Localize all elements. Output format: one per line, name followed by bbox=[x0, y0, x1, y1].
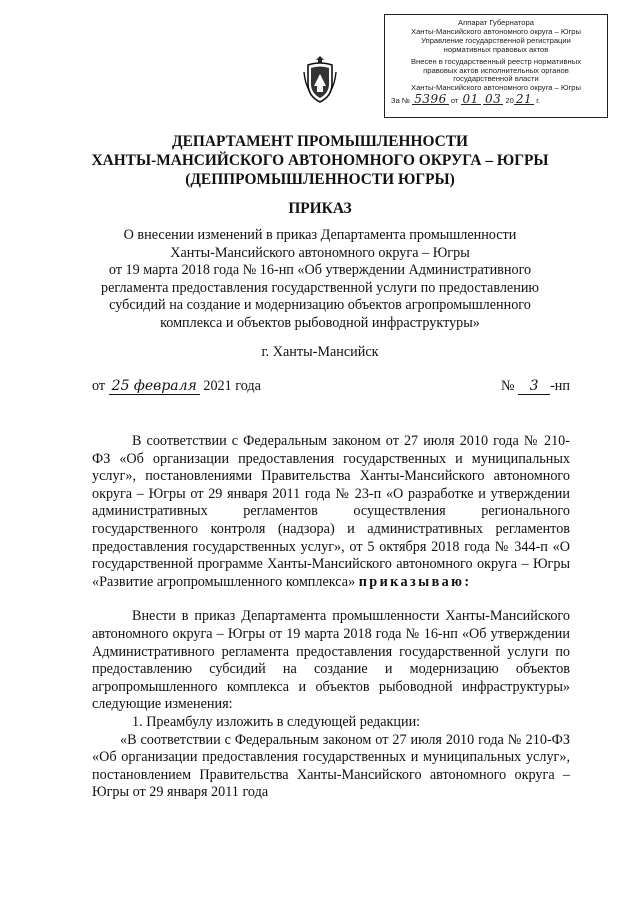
paragraph-preamble bbox=[92, 433, 570, 591]
subject-line: от 19 марта 2018 года № 16-нп «Об утверждении Административного bbox=[108, 262, 532, 279]
order-date bbox=[92, 378, 261, 395]
org-line-2: ХАНТЫ-МАНСИЙСКОГО АВТОНОМНОГО ОКРУГА – ЮГРЫ bbox=[91, 152, 549, 169]
stamp-reg-month: 03 bbox=[484, 92, 502, 107]
date-year: 2021 года bbox=[203, 378, 261, 394]
stamp-line: Внесен в государственный реестр нормативных bbox=[410, 56, 582, 66]
stamp-line: государственной власти bbox=[453, 74, 539, 84]
date-prefix: от bbox=[92, 378, 106, 394]
stamp-line: Ханты-Мансийского автономного округа – Югры bbox=[411, 83, 581, 93]
stamp-reg-sep: от bbox=[450, 96, 459, 106]
stamp-registration-line bbox=[391, 92, 601, 107]
stamp-line: правовых актов исполнительных органов bbox=[423, 65, 569, 75]
handwritten-date: 25 февраля bbox=[109, 379, 200, 395]
subject-line: Ханты-Мансийского автономного округа – Югры bbox=[170, 244, 470, 261]
city-name: г. Ханты-Мансийск bbox=[261, 344, 379, 360]
stamp-reg-prefix: За № bbox=[391, 96, 411, 106]
org-line-1: ДЕПАРТАМЕНТ ПРОМЫШЛЕННОСТИ bbox=[172, 133, 468, 150]
org-line-3: (ДЕППРОМЫШЛЕННОСТИ ЮГРЫ) bbox=[185, 171, 455, 188]
command-word: приказываю: bbox=[358, 573, 472, 590]
order-body bbox=[92, 433, 570, 802]
number-suffix: -нп bbox=[550, 378, 570, 394]
subject-line: регламента предоставления государственной услуги по предоставлению bbox=[100, 279, 540, 296]
preamble-text: В соответствии с Федеральным законом от 27 июля 2010 года № 210-ФЗ «Об организации предоставления государственных и муниципальных услуг», постановлениями Правительства Ханты-Мансийского автономного округа – Югры от 29 января 2011 года № 23-п «О разработке и утверждении административных регламентов осуществления регионального государственного контроля (надзора) и административных регламентов предоставления государственных услуг», от 5 октября 2018 года № 344-п «О государственной программе Ханты-Мансийского автономного округа – Югры «Развитие агропромышленного комплекса» bbox=[92, 433, 570, 590]
stamp-line: Ханты-Мансийского автономного округа – Югры bbox=[411, 26, 581, 36]
stamp-reg-suffix: г. bbox=[536, 96, 541, 106]
paragraph-amend: Внести в приказ Департамента промышленности Ханты-Мансийского автономного округа – Югры от 19 марта 2018 года № 16-нп «Об утверждении Административного регламента предоставления государственной услуги по предоставлению субсидий на создание и модернизацию объектов агропромышленного комплекса и объектов рыбоводной инфраструктуры» следующие изменения: bbox=[92, 608, 570, 713]
order-subject bbox=[80, 227, 560, 333]
coat-of-arms-icon bbox=[302, 54, 338, 104]
stamp-reg-number: 5396 bbox=[414, 92, 447, 107]
handwritten-number: 3 bbox=[518, 379, 550, 395]
subject-line: субсидий на создание и модернизацию объектов агропромышленного bbox=[109, 297, 531, 314]
subject-line: О внесении изменений в приказ Департамента промышленности bbox=[123, 227, 517, 243]
paragraph-new-preamble: «В соответствии с Федеральным законом от 27 июля 2010 года № 210-ФЗ «Об организации предоставления государственных и муниципальных услуг», постановлением Правительства Ханты-Мансийского автономного округа – Югры от 29 января 2011 года bbox=[92, 731, 570, 801]
paragraph-item-1: 1. Преамбулу изложить в следующей редакции: bbox=[132, 713, 421, 730]
stamp-line: Аппарат Губернатора bbox=[458, 18, 534, 27]
stamp-line: нормативных правовых актов bbox=[443, 44, 549, 54]
registration-stamp bbox=[384, 14, 608, 118]
subject-line: комплекса и объектов рыбоводной инфраструктуры» bbox=[160, 314, 480, 331]
number-prefix: № bbox=[500, 378, 515, 394]
order-number bbox=[501, 378, 570, 395]
organization-name bbox=[0, 132, 640, 189]
stamp-reg-year: 21 bbox=[515, 92, 533, 107]
stamp-line: Управление государственной регистрации bbox=[421, 35, 571, 45]
stamp-reg-year-prefix: 20 bbox=[505, 96, 514, 106]
document-type: ПРИКАЗ bbox=[288, 200, 352, 217]
stamp-reg-day: 01 bbox=[462, 92, 479, 107]
